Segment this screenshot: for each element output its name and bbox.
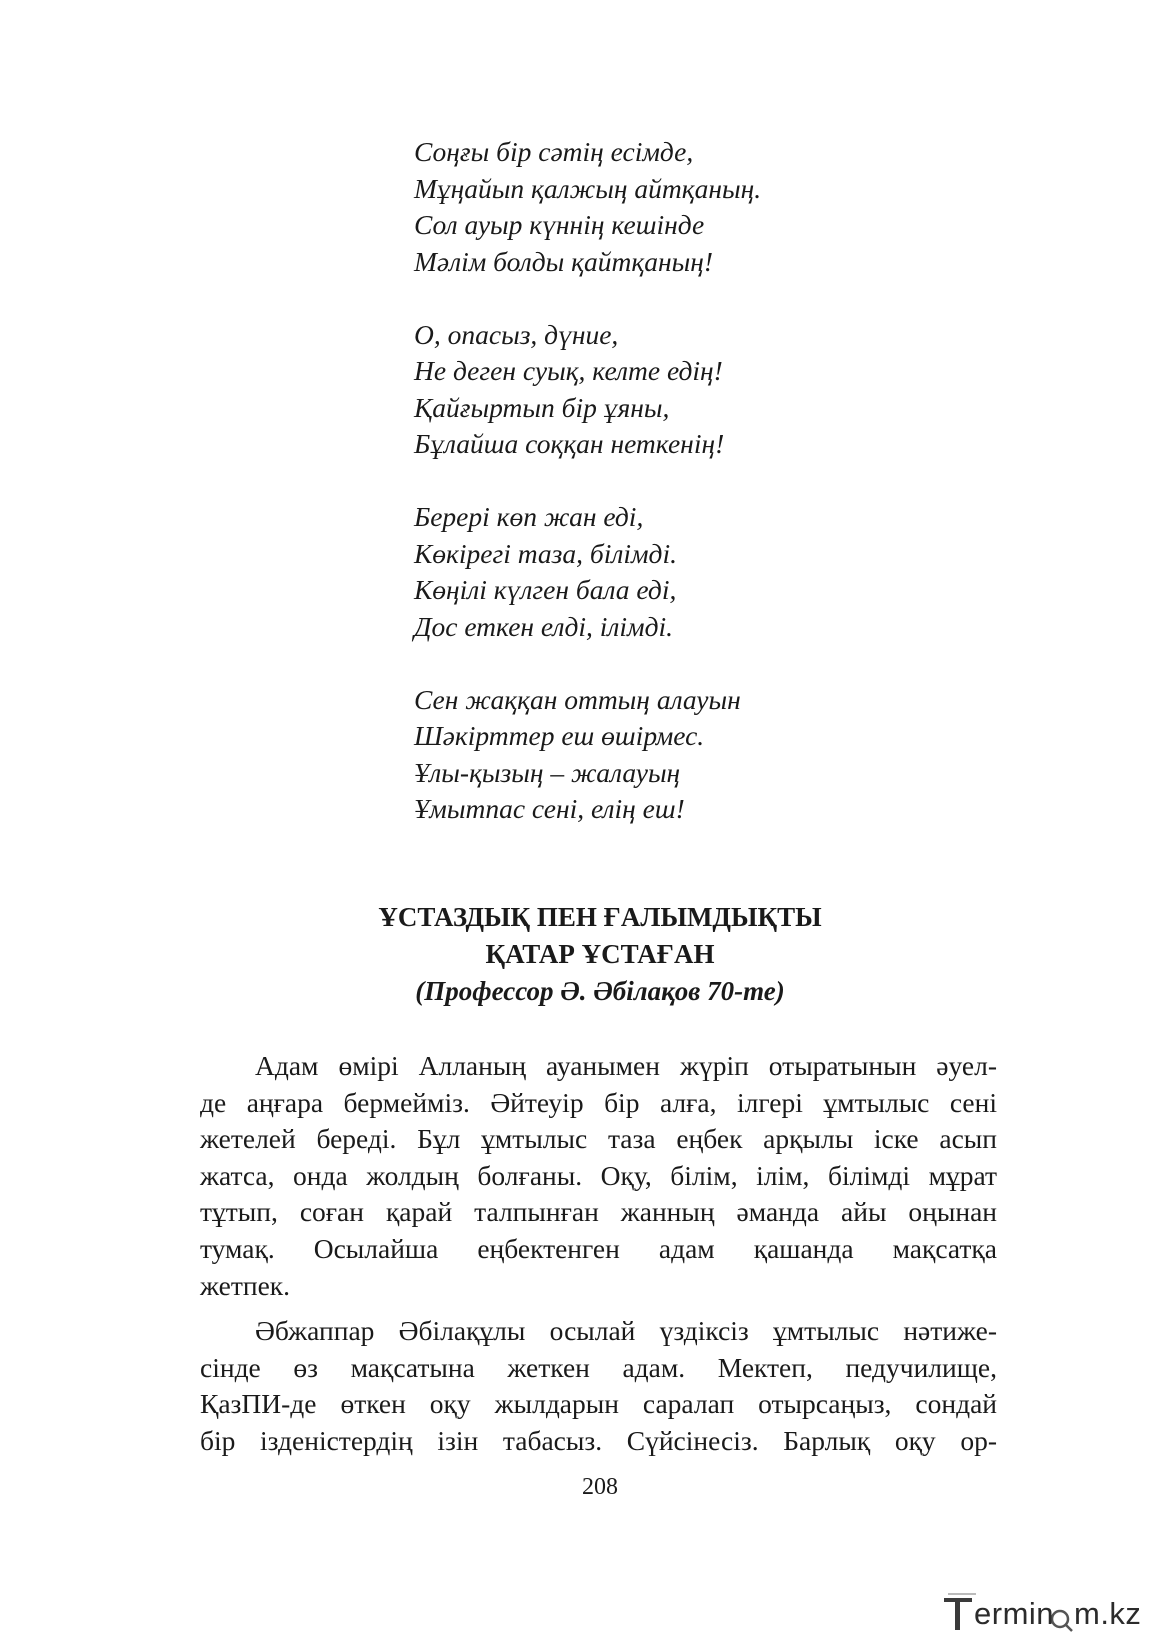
poem-line: Дос еткен елді, ілімді. <box>414 610 673 642</box>
poem-line: Қайғыртып бір ұяны, <box>414 391 670 423</box>
article-title-line-1: ҰСТАЗДЫҚ ПЕН ҒАЛЫМДЫҚТЫ <box>378 902 822 932</box>
poem-line: Сен жаққан оттың алауын <box>414 683 741 715</box>
poem-stanza-2 <box>414 317 974 463</box>
poem-line: Шәкірттер еш өшірмес. <box>414 720 705 751</box>
text-line: Әбжаппар Әбілақұлы осылай үздіксіз ұмтылыс нәтиже- <box>255 1315 997 1347</box>
article-title-line-2: ҚАТАР ҰСТАҒАН <box>485 939 715 969</box>
poem-line: Соңғы бір сәтің есімде, <box>414 136 694 167</box>
poem-line: Ұмытпас сені, елің еш! <box>414 793 685 824</box>
poem-line: Мәлім болды қайтқаның! <box>414 245 714 277</box>
text-line: де аңғара бермейміз. Әйтеуір бір алға, ілгері ұмтылыс сені <box>200 1086 997 1118</box>
poem-stanza-1 <box>414 134 974 280</box>
text-line: тұтып, соған қарай талпынған жанның әманда айы оңынан <box>200 1196 997 1228</box>
article-subtitle: (Профессор Ә. Әбілақов 70-те) <box>415 976 785 1006</box>
text-line: сінде өз мақсатына жеткен адам. Мектеп, педучилище, <box>200 1351 997 1383</box>
poem-line: Мұңайып қалжың айтқаның. <box>414 172 762 204</box>
text-line: бір ізденістердің ізін табасыз. Сүйсінесіз. Барлық оқу ор- <box>200 1424 997 1456</box>
poem-line: Берері көп жан еді, <box>414 501 644 532</box>
poem-stanza-4 <box>414 682 974 828</box>
text-line: жетпек. <box>200 1269 291 1301</box>
poem-line: Сол ауыр күннің кешінде <box>414 209 705 240</box>
text-line: ҚазПИ-де өткен оқу жылдарын саралап отырсаңыз, сондай <box>200 1388 997 1420</box>
text-line: жетелей береді. Бұл ұмтылыс таза еңбек арқылы іске асып <box>200 1123 997 1155</box>
poem-line: Көңілі күлген бала еді, <box>414 574 677 605</box>
text-line: тумақ. Осылайша еңбектенген адам қашанда мақсатқа <box>200 1232 997 1264</box>
text-line: Адам өмірі Алланың ауанымен жүріп отыратынын әуел- <box>255 1050 997 1081</box>
page-number: 208 <box>582 1474 618 1500</box>
poem-line: Не деген суық, келте едің! <box>414 355 723 386</box>
watermark-text-left: ermin <box>974 1596 1055 1631</box>
article-body <box>200 1048 997 1460</box>
poem-line: О, опасыз, дүние, <box>414 318 619 350</box>
watermark-text-right: m.kz <box>1074 1596 1142 1631</box>
poem-line: Көкірегі таза, білімді. <box>414 537 677 569</box>
poem <box>414 134 974 828</box>
text-line: жатса, онда жолдың болғаны. Оқу, білім, ілім, білімді мұрат <box>200 1159 997 1191</box>
poem-line: Ұлы-қызың – жалауың <box>414 756 681 788</box>
poem-stanza-3 <box>414 499 974 645</box>
termincom-watermark <box>942 1590 1152 1634</box>
poem-line: Бұлайша соққан неткенің! <box>414 428 725 459</box>
